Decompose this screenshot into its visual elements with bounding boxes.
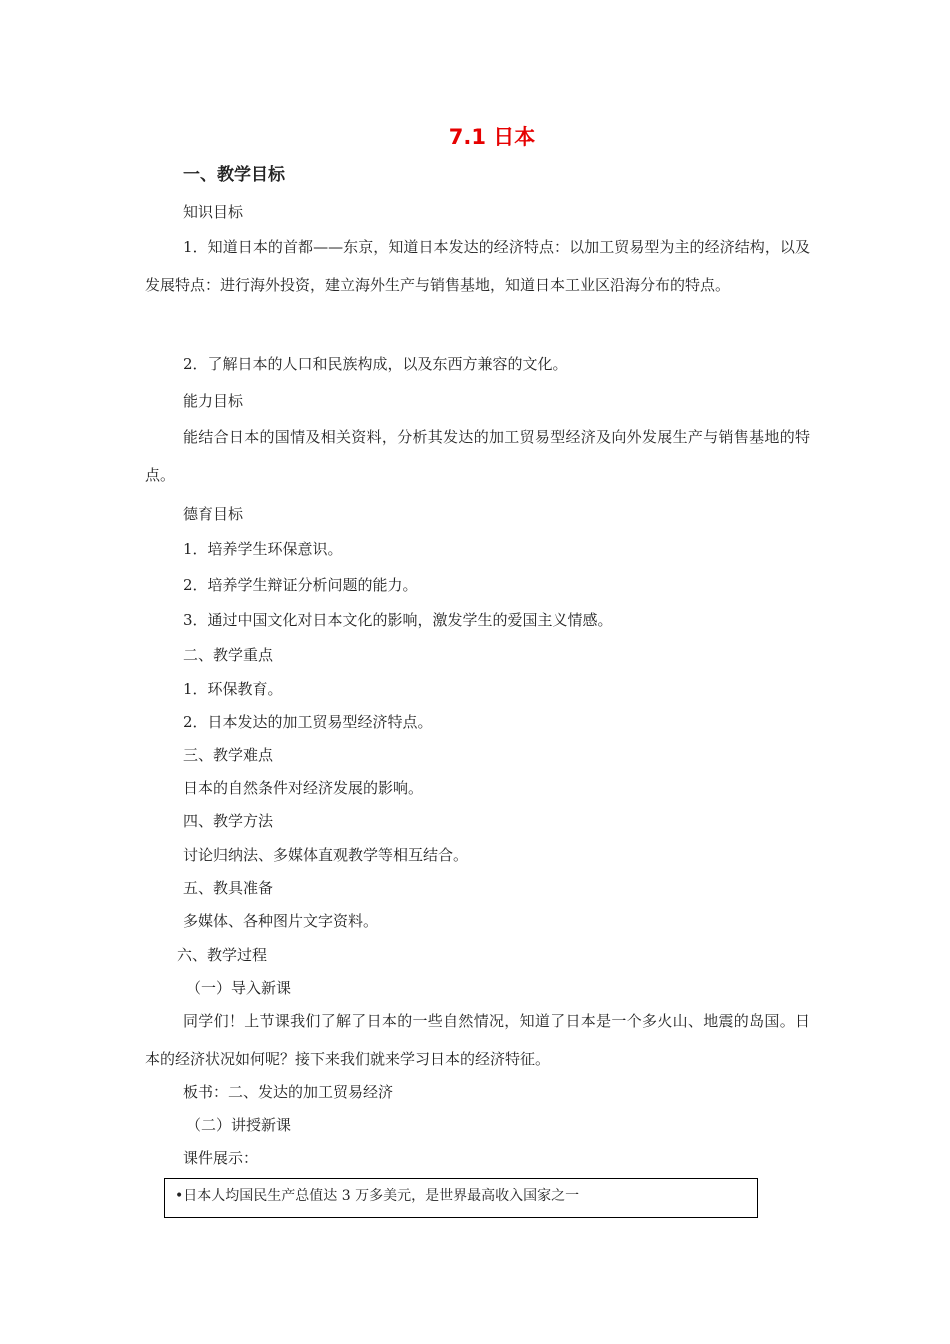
ability-objectives-label: 能力目标 [183,392,244,410]
difficulty-text: 日本的自然条件对经济发展的影响。 [183,779,424,797]
courseware-box-text: •日本人均国民生产总值达 3 万多美元，是世界最高收入国家之一 [175,1188,580,1204]
knowledge-objective-2: 2．了解日本的人口和民族构成，以及东西方兼容的文化。 [183,355,568,373]
section-heading-key-points: 二、教学重点 [183,646,274,664]
knowledge-objective-1: 1．知道日本的首都——东京，知道日本发达的经济特点：以加工贸易型为主的经济结构，以及发展特点：进行海外投资，建立海外生产与销售基地，知道日本工业区沿海分布的特点。 [145,238,810,294]
key-point-2: 2．日本发达的加工贸易型经济特点。 [183,713,433,731]
section-heading-objectives: 一、教学目标 [183,165,285,185]
knowledge-objectives-label: 知识目标 [183,203,244,221]
moral-objective-3: 3．通过中国文化对日本文化的影响，激发学生的爱国主义情感。 [183,611,613,629]
section-heading-process: 六、教学过程 [177,946,268,964]
section-heading-methods: 四、教学方法 [183,812,274,830]
courseware-box [164,1178,758,1218]
section-heading-difficulties: 三、教学难点 [183,746,274,764]
materials-text: 多媒体、各种图片文字资料。 [183,912,379,930]
courseware-label: 课件展示： [183,1149,259,1167]
blackboard-note: 板书：二、发达的加工贸易经济 [183,1083,394,1101]
key-point-1: 1．环保教育。 [183,680,283,698]
moral-objective-2: 2．培养学生辩证分析问题的能力。 [183,576,418,594]
subsection-intro-heading: （一）导入新课 [186,979,292,997]
intro-paragraph: 同学们！上节课我们了解了日本的一些自然情况，知道了日本是一个多火山、地震的岛国。日本的经济状况如何呢？接下来我们就来学习日本的经济特征。 [145,1012,810,1068]
ability-objective-text: 能结合日本的国情及相关资料，分析其发达的加工贸易型经济及向外发展生产与销售基地的特点。 [145,428,810,484]
page-title: 7.1 日本 [448,125,536,149]
methods-text: 讨论归纳法、多媒体直观教学等相互结合。 [183,846,469,864]
moral-objective-1: 1．培养学生环保意识。 [183,540,343,558]
section-heading-materials: 五、教具准备 [183,879,274,897]
subsection-teaching-heading: （二）讲授新课 [186,1116,292,1134]
moral-objectives-label: 德育目标 [183,505,244,523]
